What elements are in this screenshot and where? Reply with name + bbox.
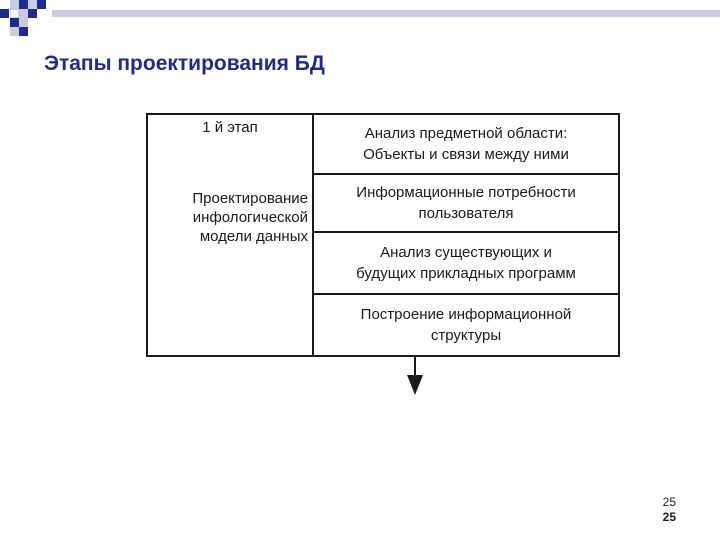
page-number-bold: 25 [662,510,676,524]
deco-square [28,9,37,18]
deco-square [10,0,19,9]
deco-square [19,0,28,9]
deco-square [37,0,46,9]
deco-square [0,9,9,18]
task-user-needs: Информационные потребности пользователя [314,175,618,233]
task-programs-analysis: Анализ существующих и будущих прикладных программ [314,233,618,295]
stage-column [148,115,314,355]
down-arrow-icon [405,357,425,397]
page-number: 25 [662,495,676,509]
deco-square [10,18,19,27]
deco-square [28,0,37,9]
deco-square [10,9,19,18]
deco-square [10,27,19,36]
slide-title: Этапы проектирования БД [44,52,325,75]
header-bar [52,10,720,17]
stage-number: 1 й этап [202,119,258,136]
tasks-column [314,115,618,355]
deco-square [19,27,28,36]
task-subject-analysis: Анализ предметной области: Объекты и связи между ними [314,115,618,175]
task-structure-building: Построение информационной структуры [360,306,572,344]
stage-name: Проектирование инфологической модели данных [192,190,308,245]
stage-diagram [146,113,620,357]
deco-square [19,9,28,18]
deco-square [19,18,28,27]
